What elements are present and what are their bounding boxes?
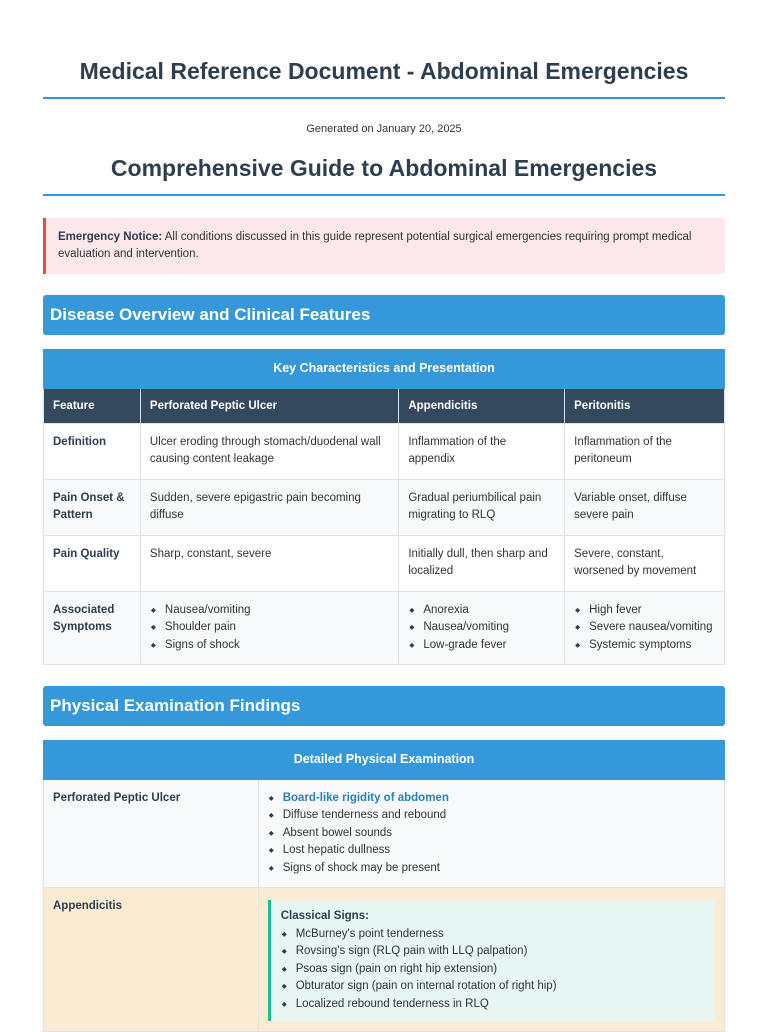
- table-cell: Initially dull, then sharp and localized: [399, 535, 565, 591]
- document-page: [43, 0, 725, 1032]
- column-header: Peritonitis: [565, 388, 725, 423]
- list-item: ◆ Psoas sign (pain on right hip extension): [281, 961, 705, 979]
- symptom-list: [574, 602, 715, 655]
- list-item: ◆ Localized rebound tenderness in RLQ: [281, 996, 705, 1014]
- list-item: ◆ Shoulder pain: [150, 619, 389, 637]
- table-cell: Ulcer eroding through stomach/duodenal wall causing content leakage: [140, 423, 398, 479]
- table-row: [44, 423, 725, 479]
- table-cell: [565, 591, 725, 665]
- generated-date: Generated on January 20, 2025: [306, 123, 462, 135]
- table-row: [44, 535, 725, 591]
- table-cell: [258, 888, 724, 1032]
- highlighted-finding: ◆ Board-like rigidity of abdomen: [268, 790, 715, 808]
- symptom-list: [150, 602, 389, 655]
- list-item: ◆ Systemic symptoms: [574, 637, 715, 655]
- list-item: ◆ Lost hepatic dullness: [268, 842, 715, 860]
- row-label: Perforated Peptic Ulcer: [44, 779, 259, 888]
- section-heading-overview: Disease Overview and Clinical Features: [43, 295, 725, 335]
- table-cell: Inflammation of the appendix: [399, 423, 565, 479]
- list-item: ◆ Nausea/vomiting: [408, 619, 555, 637]
- list-item: ◆ Severe nausea/vomiting: [574, 619, 715, 637]
- row-label: Definition: [44, 423, 141, 479]
- list-item: ◆ Signs of shock may be present: [268, 860, 715, 878]
- table-cell: [399, 591, 565, 665]
- list-item: ◆ Signs of shock: [150, 637, 389, 655]
- section-heading-exam: Physical Examination Findings: [43, 686, 725, 726]
- column-header: Feature: [44, 388, 141, 423]
- guide-title: Comprehensive Guide to Abdominal Emergencies: [43, 155, 725, 196]
- classical-signs-title: Classical Signs:: [280, 910, 369, 922]
- table-row: [44, 479, 725, 535]
- list-item: ◆ Nausea/vomiting: [150, 602, 389, 620]
- table-cell: Inflammation of the peritoneum: [565, 423, 725, 479]
- list-item: ◆ High fever: [574, 602, 715, 620]
- finding-list: [281, 926, 705, 1014]
- classical-signs-box: [268, 900, 715, 1021]
- row-label: Pain Onset & Pattern: [44, 479, 141, 535]
- table-caption: Detailed Physical Examination: [44, 741, 725, 780]
- table-cell: Variable onset, diffuse severe pain: [565, 479, 725, 535]
- row-label: Associated Symptoms: [44, 591, 141, 665]
- list-item: ◆ Low-grade fever: [408, 637, 555, 655]
- document-title: Medical Reference Document - Abdominal Emergencies: [43, 0, 725, 99]
- list-item: ◆ Rovsing's sign (RLQ pain with LLQ palpation): [281, 943, 705, 961]
- row-label: Pain Quality: [44, 535, 141, 591]
- row-label: Appendicitis: [44, 888, 259, 1032]
- table-cell: [258, 779, 724, 888]
- notice-text: All conditions discussed in this guide represent potential surgical emergencies requiring prompt medical evaluation and intervention.: [58, 231, 692, 260]
- list-item: ◆ Obturator sign (pain on internal rotation of right hip): [281, 978, 705, 996]
- table-cell: [140, 591, 398, 665]
- notice-label: Emergency Notice:: [58, 231, 163, 243]
- table-cell: Sudden, severe epigastric pain becoming diffuse: [140, 479, 398, 535]
- table-cell: Sharp, constant, severe: [140, 535, 398, 591]
- list-item: ◆ McBurney's point tenderness: [281, 926, 705, 944]
- emergency-notice: [43, 218, 725, 274]
- column-header: Perforated Peptic Ulcer: [140, 388, 398, 423]
- table-row: [44, 779, 725, 888]
- list-item: ◆ Diffuse tenderness and rebound: [268, 807, 715, 825]
- symptom-list: [408, 602, 555, 655]
- finding-list: [268, 790, 715, 878]
- table-cell: Gradual periumbilical pain migrating to RLQ: [399, 479, 565, 535]
- table-cell: Severe, constant, worsened by movement: [565, 535, 725, 591]
- table-row: [44, 888, 725, 1032]
- table-row: [44, 591, 725, 665]
- list-item: ◆ Absent bowel sounds: [268, 825, 715, 843]
- table-caption: Key Characteristics and Presentation: [44, 350, 725, 389]
- list-item: ◆ Anorexia: [408, 602, 555, 620]
- exam-table: [43, 740, 725, 1032]
- characteristics-table: [43, 349, 725, 665]
- column-header: Appendicitis: [399, 388, 565, 423]
